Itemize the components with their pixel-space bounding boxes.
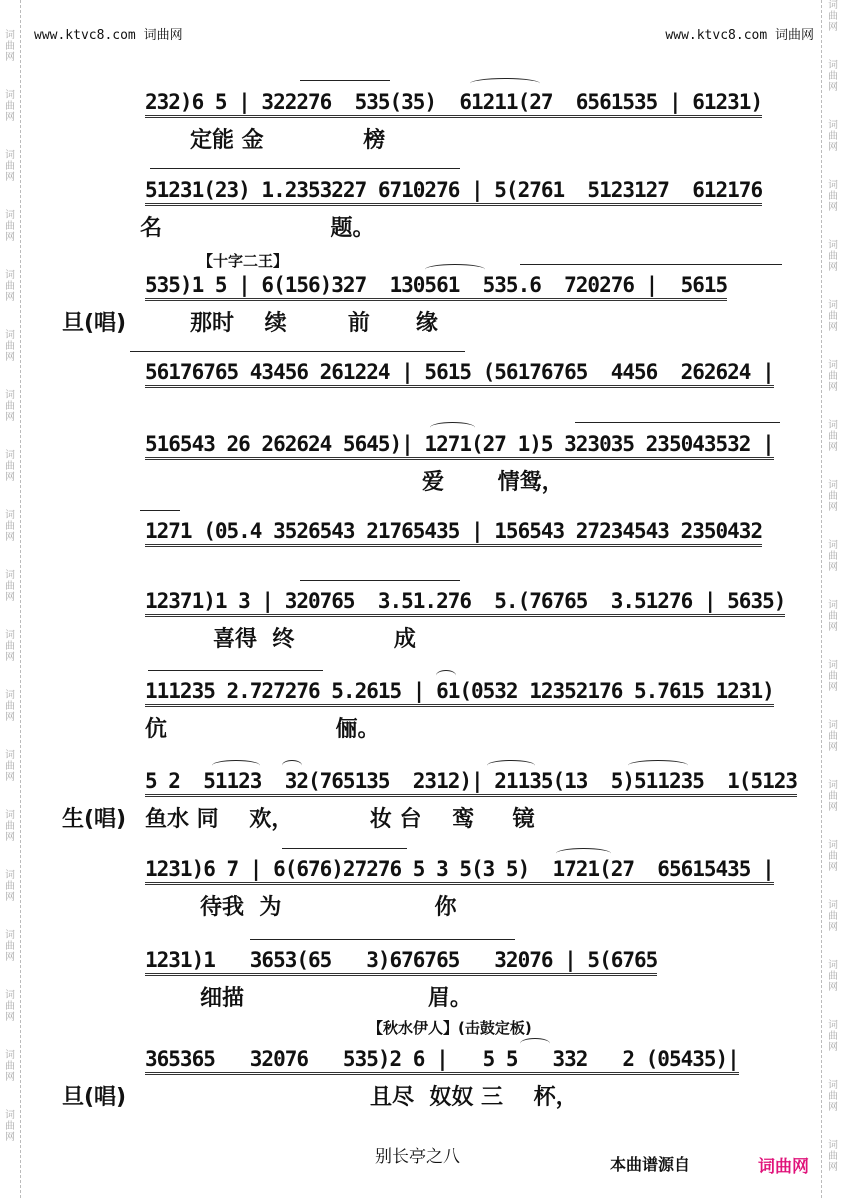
- tune-tag: 【秋水伊人】(击鼓定板): [368, 1019, 532, 1037]
- slur-mark: [148, 670, 323, 671]
- right-margin-strip: [821, 0, 842, 1198]
- side-watermark: 词曲网: [5, 750, 15, 783]
- notation-line-11: 1231)1 3653(65 3)676765 32076 | 5(6765: [145, 948, 657, 976]
- notation-line-12: 365365 32076 535)2 6 | 5 5 332 2 (05435)|: [145, 1047, 739, 1075]
- side-watermark: 词曲网: [5, 990, 15, 1023]
- lyric-line-11: 细描 眉。: [200, 986, 472, 1011]
- notation-line-7: 12371)1 3 | 320765 3.51.276 5.(76765 3.51276 | 5635): [145, 589, 785, 617]
- side-watermark: 词曲网: [828, 240, 838, 273]
- side-watermark: 词曲网: [5, 210, 15, 243]
- slur-mark: [250, 939, 515, 940]
- notation-line-4: 56176765 43456 261224 | 5615 (56176765 4456 262624 |: [145, 360, 774, 388]
- slur-mark: [575, 422, 780, 423]
- page-title: 别长亭之八: [375, 1147, 460, 1167]
- side-watermark: 词曲网: [828, 60, 838, 93]
- notation-line-6: 1271 (05.4 3526543 21765435 | 156543 27234543 2350432: [145, 519, 762, 547]
- side-watermark: 词曲网: [828, 720, 838, 753]
- slur-mark: [282, 848, 407, 849]
- lyric-line-2: 名 题。: [140, 216, 375, 241]
- brand-logo[interactable]: 词曲网: [758, 1157, 809, 1177]
- lyric-line-12: 且尽 奴奴 三 杯，: [370, 1085, 578, 1110]
- slur-mark: [300, 80, 390, 81]
- side-watermark: 词曲网: [828, 1140, 838, 1173]
- side-watermark: 词曲网: [828, 900, 838, 933]
- side-watermark: 词曲网: [828, 1020, 838, 1053]
- side-watermark: 词曲网: [828, 1080, 838, 1113]
- side-watermark: 词曲网: [5, 1050, 15, 1083]
- lyric-line-10: 待我 为 你: [200, 895, 457, 920]
- lyric-line-3: 那时 续 前 缘: [190, 311, 438, 336]
- notation-line-8: 111235 2.727276 5.2615 | 61(0532 12352176 5.7615 1231): [145, 679, 774, 707]
- side-watermark: 词曲网: [5, 570, 15, 603]
- side-watermark: 词曲网: [828, 180, 838, 213]
- header-right-site[interactable]: www.ktvc8.com 词曲网: [665, 28, 814, 43]
- slur-mark: [470, 78, 540, 89]
- notation-line-1: 232)6 5 | 322276 535(35) 61211(27 6561535 | 61231): [145, 90, 762, 118]
- slur-mark: [520, 264, 782, 265]
- lyric-line-5: 爱 情鸳，: [422, 470, 564, 495]
- side-watermark: 词曲网: [828, 780, 838, 813]
- side-watermark: 词曲网: [5, 450, 15, 483]
- side-watermark: 词曲网: [828, 360, 838, 393]
- side-watermark: 词曲网: [5, 30, 15, 63]
- side-watermark: 词曲网: [828, 840, 838, 873]
- lyric-line-7: 喜得 终 成: [213, 627, 416, 652]
- side-watermark: 词曲网: [828, 480, 838, 513]
- lyric-line-8: 伉 俪。: [145, 717, 380, 742]
- source-label: 本曲谱源自: [610, 1155, 691, 1174]
- side-watermark: 词曲网: [5, 810, 15, 843]
- side-watermark: 词曲网: [5, 870, 15, 903]
- role-label: 旦(唱): [62, 311, 127, 336]
- side-watermark: 词曲网: [5, 690, 15, 723]
- lyric-line-9: 鱼水 同 欢， 妆 台 鸾 镜: [145, 807, 535, 832]
- side-watermark: 词曲网: [828, 540, 838, 573]
- side-watermark: 词曲网: [5, 930, 15, 963]
- side-watermark: 词曲网: [5, 390, 15, 423]
- side-watermark: 词曲网: [5, 510, 15, 543]
- lyric-line-1: 定能 金 榜: [190, 128, 386, 153]
- side-watermark: 词曲网: [828, 120, 838, 153]
- notation-line-3: 535)1 5 | 6(156)327 130561 535.6 720276 | 5615: [145, 273, 727, 301]
- side-watermark: 词曲网: [5, 1110, 15, 1143]
- side-watermark: 词曲网: [828, 600, 838, 633]
- side-watermark: 词曲网: [828, 660, 838, 693]
- role-label: 生(唱): [62, 807, 127, 832]
- side-watermark: 词曲网: [828, 0, 838, 33]
- header-left-site[interactable]: www.ktvc8.com 词曲网: [34, 28, 183, 43]
- notation-line-2: 51231(23) 1.2353227 6710276 | 5(2761 5123127 612176: [145, 178, 762, 206]
- slur-mark: [300, 580, 460, 581]
- notation-line-9: 5 2 51123 32(765135 2312)| 21135(13 5)511235 1(5123: [145, 769, 797, 797]
- role-label: 旦(唱): [62, 1085, 127, 1110]
- side-watermark: 词曲网: [5, 150, 15, 183]
- left-margin-strip: [0, 0, 21, 1198]
- side-watermark: 词曲网: [828, 420, 838, 453]
- slur-mark: [140, 510, 180, 511]
- side-watermark: 词曲网: [5, 630, 15, 663]
- slur-mark: [150, 168, 460, 169]
- side-watermark: 词曲网: [5, 330, 15, 363]
- notation-line-5: 516543 26 262624 5645)| 1271(27 1)5 323035 235043532 |: [145, 432, 774, 460]
- side-watermark: 词曲网: [5, 90, 15, 123]
- side-watermark: 词曲网: [828, 960, 838, 993]
- side-watermark: 词曲网: [828, 300, 838, 333]
- notation-line-10: 1231)6 7 | 6(676)27276 5 3 5(3 5) 1721(27 65615435 |: [145, 857, 774, 885]
- tune-tag: 【十字二王】: [198, 252, 289, 270]
- slur-mark: [130, 351, 465, 352]
- side-watermark: 词曲网: [5, 270, 15, 303]
